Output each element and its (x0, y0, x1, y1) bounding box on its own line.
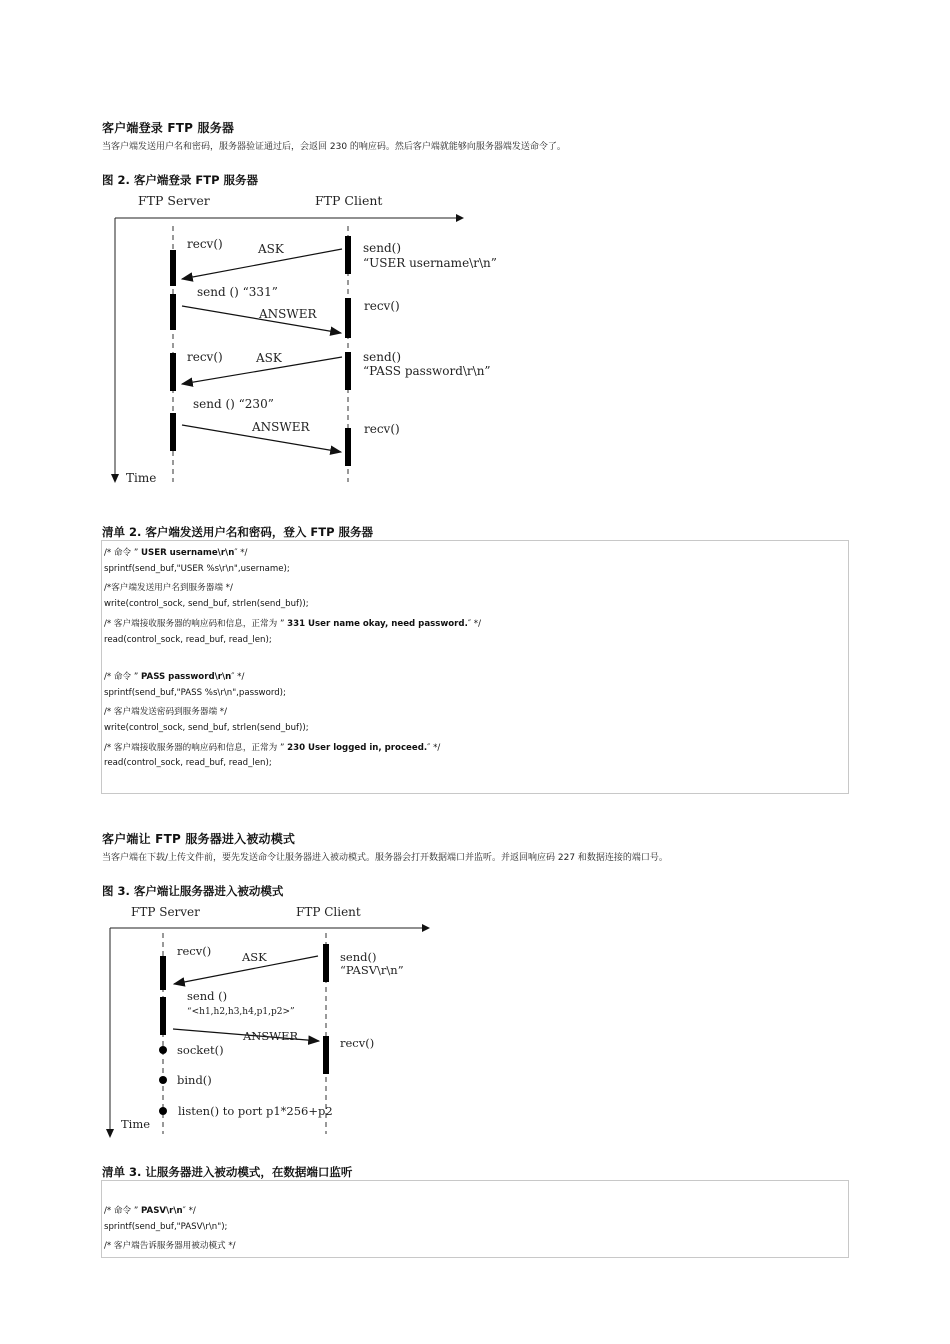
code-line (104, 723, 309, 733)
fig2-label-pass-cmd: “PASS password\r\n” (363, 364, 491, 378)
fig2-label-ask1: ASK (258, 242, 284, 256)
fig2-label-send2: send() (363, 350, 402, 364)
fig3-time-axis-arrow (106, 1129, 114, 1138)
code-text: sprintf(send_buf,"USER %s\r\n",username); (104, 563, 290, 574)
listing2-caption: 清单 2. 客户端发送用户名和密码，登入 FTP 服务器 (102, 525, 374, 539)
fig2-label-answer1: ANSWER (259, 307, 317, 321)
fig2-server-activation-3 (170, 353, 176, 391)
fig2-server-label: FTP Server (138, 193, 210, 208)
fig3-x-axis-arrow (422, 924, 430, 932)
fig2-client-activation-4 (345, 428, 351, 466)
fig2-label-send1: send() (363, 241, 402, 255)
code-text: /* 命令 ” (104, 548, 142, 558)
fig3-label-bind: bind() (177, 1073, 212, 1087)
code-text: /*客户端发送用户名到服务器端 */ (104, 583, 233, 594)
code-line (104, 635, 272, 645)
listing3-code-block (101, 1180, 849, 1258)
figure2-caption: 图 2. 客户端登录 FTP 服务器 (102, 173, 259, 187)
fig3-label-recv1: recv() (177, 944, 212, 958)
figure3-sequence-diagram (102, 899, 442, 1139)
fig3-label-socket: socket() (177, 1043, 224, 1057)
code-bold-text: PASV\r\n (141, 1206, 183, 1216)
code-text: read(control_sock, read_buf, read_len); (104, 634, 272, 645)
code-line (104, 546, 247, 558)
code-line (104, 758, 272, 768)
code-bold-text: PASS password\r\n (141, 671, 232, 682)
fig3-server-activation-1 (160, 956, 166, 990)
code-line (104, 1222, 227, 1232)
fig2-time-label: Time (126, 471, 157, 485)
fig3-client-activation-1 (323, 944, 329, 982)
code-text: /* 命令 ” (104, 671, 142, 682)
fig3-socket-dot (159, 1046, 167, 1054)
fig3-label-ask: ASK (242, 950, 267, 964)
fig2-label-recv-c1: recv() (364, 299, 400, 313)
code-text-suffix: ″ */ (231, 671, 245, 682)
fig2-time-axis-arrow (111, 474, 119, 483)
code-text: /* 客户端发送密码到服务器端 */ (104, 707, 227, 718)
code-text-suffix: ″ */ (427, 742, 441, 753)
code-text-suffix: ″ */ (234, 548, 248, 558)
figure3-caption: 图 3. 客户端让服务器进入被动模式 (102, 884, 284, 898)
fig3-server-label: FTP Server (131, 905, 200, 919)
code-text-suffix: ″ */ (182, 1206, 196, 1216)
section-desc-login: 当客户端发送用户名和密码，服务器验证通过后，会返回 230 的响应码。然后客户端就能够向服务器端发送命令了。 (102, 142, 566, 152)
fig2-label-ask2: ASK (256, 351, 282, 365)
fig3-label-pasv-cmd: “PASV\r\n” (340, 963, 404, 977)
fig3-label-send-s: send () (187, 989, 228, 1003)
fig3-listen-dot (159, 1107, 167, 1115)
code-line (104, 705, 227, 717)
fig2-label-answer2: ANSWER (252, 420, 310, 434)
fig2-label-send230: send () “230” (193, 397, 274, 411)
fig2-client-activation-3 (345, 352, 351, 390)
fig3-label-h-tuple: “<h1,h2,h3,h4,p1,p2>” (187, 1007, 295, 1017)
code-bold-text: 230 User logged in, proceed. (287, 742, 428, 753)
figure2-sequence-diagram (102, 188, 502, 490)
fig2-label-user-cmd: “USER username\r\n” (363, 256, 497, 270)
fig2-label-send331: send () “331” (197, 285, 278, 299)
fig2-server-activation-4 (170, 413, 176, 451)
fig2-label-recv1: recv() (187, 237, 223, 251)
section-desc-passive: 当客户端在下载/上传文件前，要先发送命令让服务器进入被动模式。服务器会打开数据端口并监听。并返回响应码 227 和数据连接的端口号。 (102, 853, 668, 863)
code-line (104, 599, 309, 609)
fig3-server-activation-2 (160, 997, 166, 1035)
fig3-client-activation-2 (323, 1036, 329, 1074)
code-line (104, 581, 233, 593)
code-text: /* 客户端告诉服务器用被动模式 */ (104, 1241, 236, 1252)
code-line (104, 670, 244, 682)
fig3-label-answer: ANSWER (243, 1029, 299, 1043)
fig2-server-activation-2 (170, 294, 176, 330)
code-text: read(control_sock, read_buf, read_len); (104, 758, 272, 769)
fig3-label-send1: send() (340, 950, 377, 964)
code-text: write(control_sock, send_buf, strlen(send_buf)); (104, 599, 309, 610)
fig3-bind-dot (159, 1076, 167, 1084)
fig3-label-listen: listen() to port p1*256+p2 (178, 1104, 333, 1118)
fig2-label-recv2: recv() (187, 350, 223, 364)
code-text: /* 客户端接收服务器的响应码和信息，正常为 ” (104, 742, 288, 753)
code-line (104, 564, 290, 574)
fig3-client-label: FTP Client (296, 905, 361, 919)
code-text: write(control_sock, send_buf, strlen(send_buf)); (104, 723, 309, 733)
code-text: /* 命令 ” (104, 1206, 142, 1216)
fig2-server-activation-1 (170, 250, 176, 286)
fig2-client-label: FTP Client (315, 193, 383, 208)
code-text: sprintf(send_buf,"PASS %s\r\n",password); (104, 687, 286, 698)
code-text: sprintf(send_buf,"PASV\r\n"); (104, 1221, 228, 1232)
section-title-passive: 客户端让 FTP 服务器进入被动模式 (102, 832, 296, 846)
fig2-client-activation-2 (345, 298, 351, 338)
listing3-caption: 清单 3. 让服务器进入被动模式，在数据端口监听 (102, 1165, 353, 1179)
code-text: /* 客户端接收服务器的响应码和信息，正常为 ” (104, 618, 288, 629)
listing2-code-block (101, 540, 849, 794)
code-line (104, 741, 440, 753)
fig2-client-activation-1 (345, 236, 351, 274)
fig3-time-label: Time (121, 1117, 151, 1131)
code-bold-text: USER username\r\n (141, 548, 235, 558)
code-line (104, 617, 481, 629)
code-line (104, 1239, 236, 1251)
fig3-label-recv-c: recv() (340, 1036, 375, 1050)
fig2-x-axis-arrow (456, 214, 464, 222)
code-line (104, 688, 286, 698)
code-line (104, 1204, 196, 1216)
section-title-login: 客户端登录 FTP 服务器 (102, 121, 235, 135)
code-text-suffix: ″ */ (467, 618, 481, 629)
fig2-label-recv-c2: recv() (364, 422, 400, 436)
code-bold-text: 331 User name okay, need password. (287, 618, 468, 629)
